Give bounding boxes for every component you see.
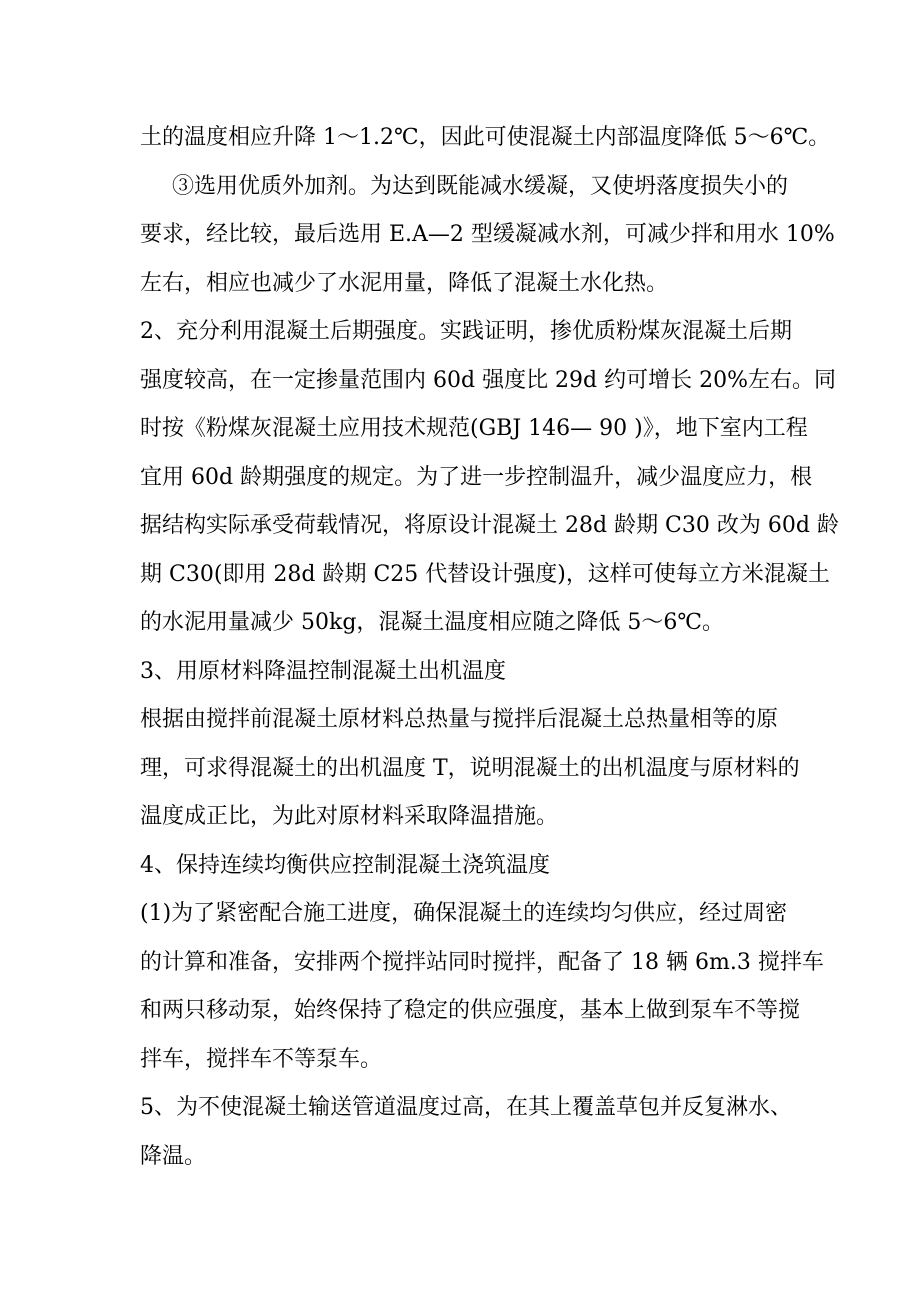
text-line: 时按《粉煤灰混凝土应用技术规范(GBJ 146— 90 )》，地下室内工程 xyxy=(140,416,808,441)
text-line: 和两只移动泵，始终保持了稳定的供应强度，基本上做到泵车不等搅 xyxy=(140,998,801,1023)
text-line: 左右，相应也减少了水泥用量，降低了混凝土水化热。 xyxy=(140,270,669,296)
text-line: 要求，经比较，最后选用 E.A—2 型缓凝减水剂，可减少拌和用水 10% xyxy=(140,222,835,247)
text-line: 根据由搅拌前混凝土原材料总热量与搅拌后混凝土总热量相等的原 xyxy=(140,707,779,732)
text-line: 5、为不使混凝土输送管道温度过高，在其上覆盖草包并反复淋水、 xyxy=(140,1095,792,1120)
text-line: 土的温度相应升降 1～1.2℃，因此可使混凝土内部温度降低 5～6℃。 xyxy=(140,125,831,150)
text-line: 宜用 60d 龄期强度的规定。为了进一步控制温升，减少温度应力，根 xyxy=(140,464,813,490)
text-line: 的水泥用量减少 50kg，混凝土温度相应随之降低 5～6℃。 xyxy=(140,610,725,635)
text-line: 据结构实际承受荷载情况，将原设计混凝土 28d 龄期 C30 改为 60d 龄 xyxy=(140,513,839,538)
text-line: (1)为了紧密配合施工进度，确保混凝土的连续均匀供应，经过周密 xyxy=(140,901,788,926)
text-line: 降温。 xyxy=(140,1143,207,1169)
text-line: 温度成正比，为此对原材料采取降温措施。 xyxy=(140,804,559,829)
document-body xyxy=(140,114,839,1181)
section-heading: 3、用原材料降温控制混凝土出机温度 xyxy=(140,658,506,684)
text-line: 的计算和准备，安排两个搅拌站同时搅拌，配备了 18 辆 6m.3 搅拌车 xyxy=(140,949,824,975)
text-line: 期 C30(即用 28d 龄期 C25 代替设计强度)，这样可使每立方米混凝土 xyxy=(140,561,830,587)
text-line: ③选用优质外加剂。为达到既能减水缓凝，又使坍落度损失小的 xyxy=(172,173,789,199)
text-line: 强度较高，在一定掺量范围内 60d 强度比 29d 约可增长 20%左右。同 xyxy=(140,367,837,393)
text-line: 拌车，搅拌车不等泵车。 xyxy=(140,1046,383,1072)
text-line: 2、充分利用混凝土后期强度。实践证明，掺优质粉煤灰混凝土后期 xyxy=(140,319,792,344)
section-heading: 4、保持连续均衡供应控制混凝土浇筑温度 xyxy=(140,852,550,878)
text-line: 理，可求得混凝土的出机温度 T，说明混凝土的出机温度与原材料的 xyxy=(140,755,800,781)
